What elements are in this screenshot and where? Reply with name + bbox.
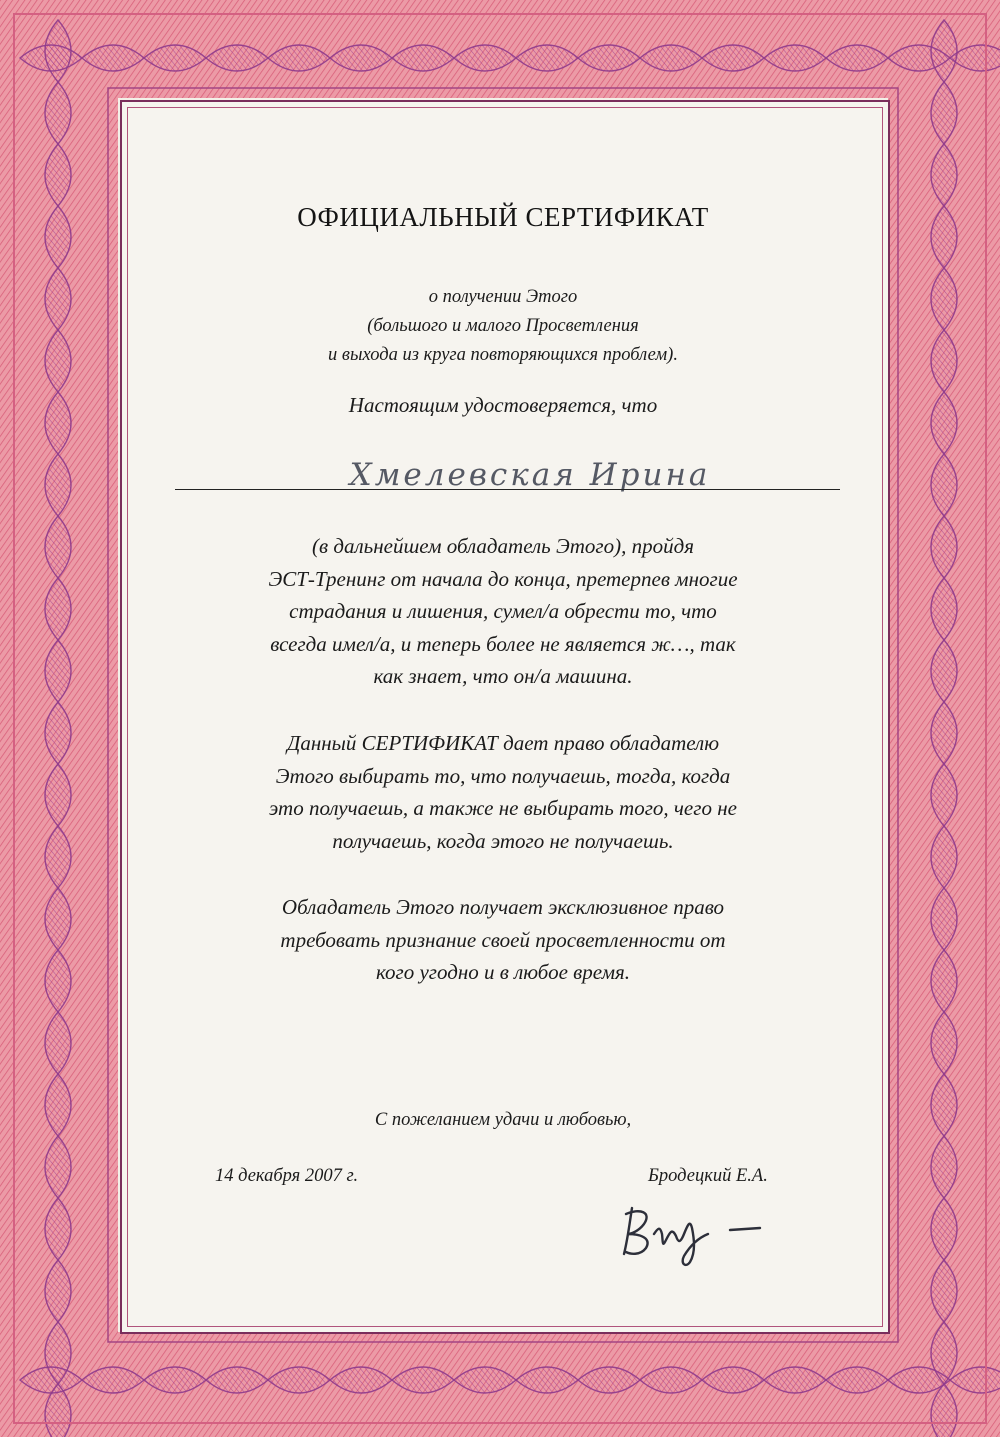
certificate-subtitle: о получении Этого (большого и малого Просветления и выхода из круга повторяющихся проблем). [328,287,678,365]
certificate-title: ОФИЦИАЛЬНЫЙ СЕРТИФИКАТ [297,202,709,232]
closing-wishes: С пожеланием удачи и любовью, [374,1110,632,1130]
paragraph-training: (в дальнейшем обладатель Этого), пройдя ЭСТ-Тренинг от начала до конца, претерпев многие страдания и лишения, сумел/а обрести то, что всегда имел/а, и теперь более не является ж…, так как знает, что он/а машина. [268,534,738,688]
paragraph-rights: Данный СЕРТИФИКАТ дает право обладателю Этого выбирать то, что получаешь, тогда, когда это получаешь, а также не выбирать того, чего не получаешь, когда этого не получаешь. [269,731,737,853]
issue-date: 14 декабря 2007 г. [215,1166,359,1186]
paragraph-exclusive: Обладатель Этого получает эксклюзивное право требовать признание своей просветленности от кого угодно и в любое время. [280,895,726,984]
holder-name-handwritten: Хмелевская Ирина [349,457,711,493]
certify-line: Настоящим удостоверяется, что [348,393,658,417]
name-underline [175,489,840,490]
signature-icon [600,1190,800,1270]
signer-name: Бродецкий Е.А. [648,1166,768,1186]
